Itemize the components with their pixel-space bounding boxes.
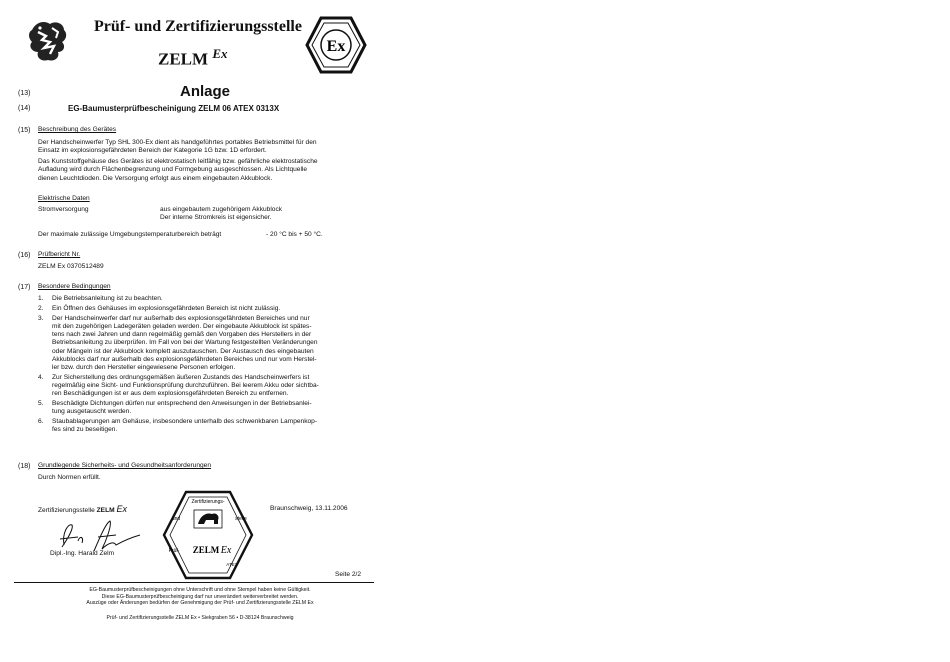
section-15-p2-line-1: Das Kunststoffgehäuse des Gerätes ist elektrostatisch leitfähig bzw. gefährliche elektrostatische [38, 158, 318, 165]
section-16-number: (16) [18, 252, 31, 259]
condition-line: fes sind zu beseitigen. [52, 426, 118, 434]
stamp-right-text: stelle [235, 516, 247, 522]
header-subtitle-mark: Ex [212, 46, 228, 61]
condition-line: tung ausgetauscht werden. [52, 408, 132, 416]
ex-mark-hexagon-icon [305, 16, 367, 74]
condition-line: Zur Sicherstellung des ordnungsgemäßen äußeren Zustands des Handscheinwerfers ist [52, 373, 310, 381]
header-subtitle-text: ZELM [158, 49, 209, 69]
signer-name: Dipl.-Ing. Harald Zelm [50, 550, 115, 557]
condition-number: 2. [38, 305, 44, 313]
section-17-number: (17) [18, 284, 31, 291]
condition-number: 5. [38, 400, 44, 408]
condition-line: oder Mängeln ist der Akkublock komplett auszutauschen. Der Austausch des eingebauten [52, 347, 314, 355]
condition-line: Ein Öffnen des Gehäuses im explosionsgefährdeten Bereich ist nicht zulässig. [52, 305, 281, 313]
condition-line: Betriebsanleitung zu überprüfen. Im Fall von bei der Wartung festgestellten Veränderungen [52, 339, 318, 347]
conditions-list [38, 295, 373, 437]
section-13-number: (13) [18, 90, 31, 97]
electrical-data-label: Stromversorgung [38, 206, 89, 213]
condition-line: Akkublocks darf nur außerhalb des explosionsgefährdeten Bereiches und nur vom Herstel- [52, 355, 317, 363]
certification-body-text: Zertifizierungsstelle [38, 507, 95, 514]
condition-line: Die Betriebsanleitung ist zu beachten. [52, 295, 163, 302]
header-title: Prüf- und Zertifizierungsstelle [94, 18, 302, 35]
stamp-top-text: Zertifizierungs- [191, 499, 225, 505]
stamp-main-text: ZELM [192, 545, 220, 555]
condition-item [38, 295, 373, 303]
ex-mark-text: Ex [326, 38, 346, 55]
section-14-number: (14) [18, 105, 31, 112]
footer-address: Prüf- und Zertifizierungsstelle ZELM Ex • Siekgraben 56 • D-38124 Braunschweig [106, 615, 294, 621]
condition-item [38, 418, 373, 434]
section-13-title: Anlage [180, 83, 231, 100]
section-18-value: Durch Normen erfüllt. [38, 474, 101, 481]
certification-body-mark: Ex [116, 504, 127, 514]
certification-body-bold: ZELM [96, 507, 115, 514]
lion-crest-icon [26, 18, 70, 64]
page-number: Seite 2/2 [335, 571, 362, 578]
section-15-p2-line-3: dienen Leuchtdioden. Die Versorgung erfolgt aus einem eingebauten Akkublock. [38, 174, 273, 182]
condition-line: ren Beschädigungen ist er aus dem explosionsgefährdeten Bereich zu entfernen. [52, 390, 289, 398]
section-15-heading: Beschreibung des Gerätes [38, 126, 117, 133]
stamp-code-text: ATEX [226, 562, 238, 567]
section-15-paragraph-1 [38, 139, 373, 156]
place-date: Braunschweig, 13.11.2006 [270, 505, 348, 512]
condition-item [38, 315, 373, 372]
electrical-data-value-1: aus eingebautem zugehörigem Akkublock [160, 206, 283, 213]
stamp-left-text: und [171, 516, 181, 522]
section-16-heading: Prüfbericht Nr. [38, 251, 81, 258]
certification-body-label [38, 505, 127, 516]
condition-number: 3. [38, 315, 44, 323]
section-16-value: ZELM Ex 0370512489 [38, 263, 104, 270]
section-15-number: (15) [18, 127, 31, 134]
temperature-value: - 20 °C bis + 50 °C. [266, 231, 323, 238]
header-subtitle [158, 46, 227, 70]
section-15-paragraph-2 [38, 158, 373, 183]
condition-line: tens nach zwei Jahren und dann regelmäßig gemäß den Vorgaben des Herstellers in der [52, 331, 312, 339]
section-14-title: EG-Baumusterprüfbescheinigung ZELM 06 ATEX 0313X [68, 104, 280, 113]
footer-line-3: Auszüge oder Änderungen bedürfen der Genehmigung der Prüf- und Zertifizierungsstelle ZELM Ex [86, 600, 314, 607]
condition-number: 6. [38, 418, 44, 426]
stamp-mark-text: Ex [220, 545, 232, 556]
section-18-heading: Grundlegende Sicherheits- und Gesundheitsanforderungen [38, 462, 212, 469]
stamp-pruef-text: Prüf- [168, 548, 180, 554]
condition-line: regelmäßig eine Sicht- und Funktionsprüfung durchzuführen. Bei leerem Akku oder sichtba- [52, 381, 319, 389]
condition-number: 1. [38, 295, 44, 302]
footer-line-2: Diese EG-Baumusterprüfbescheinigung darf nur unverändert weiterverbreitet werden. [101, 593, 299, 600]
electrical-data-heading: Elektrische Daten [38, 195, 90, 202]
condition-line: Der Handscheinwerfer darf nur außerhalb des explosionsgefährdeten Bereiches und nur [52, 315, 310, 323]
section-15-p1-line-2: Einsatz im explosionsgefährdeten Bereich der Kategorie 1G bzw. 1D erfordert. [38, 147, 267, 155]
condition-item [38, 374, 373, 398]
footer-notes [0, 587, 400, 607]
condition-line: Beschädigte Dichtungen dürfen nur entsprechend den Anweisungen in der Betriebsanlei- [52, 400, 312, 408]
condition-item [38, 400, 373, 416]
condition-line: ler bzw. durch den Hersteller eingewiesene Personen erfolgen. [52, 363, 236, 371]
condition-item [38, 305, 373, 313]
condition-line: mit den zugehörigen Ladegeräten geladen werden. Der eingebaute Akkublock ist spätes- [52, 323, 312, 331]
temperature-text: Der maximale zulässige Umgebungstemperaturbereich beträgt [38, 231, 222, 238]
condition-line: Staubablagerungen am Gehäuse, insbesondere unterhalb des schwenkbaren Lampenkop- [52, 418, 318, 426]
section-17-heading: Besondere Bedingungen [38, 283, 111, 290]
section-15-p1-line-1: Der Handscheinwerfer Typ SHL 300-Ex dient als handgeführtes portables Betriebsmittel für den [38, 139, 317, 146]
lion-seal-icon [162, 490, 254, 580]
electrical-data-value-2: Der interne Stromkreis ist eigensicher. [160, 214, 272, 221]
section-18-number: (18) [18, 463, 31, 470]
footer-divider [14, 582, 374, 583]
condition-number: 4. [38, 373, 44, 381]
footer-line-1: EG-Baumusterprüfbescheinigungen ohne Unterschrift und ohne Stempel haben keine Gültigkeit. [89, 587, 311, 593]
section-15-p2-line-2: Aufladung wird durch Flächenbegrenzung und Formgebung ausgeschlossen. Als Lichtquelle [38, 166, 308, 174]
